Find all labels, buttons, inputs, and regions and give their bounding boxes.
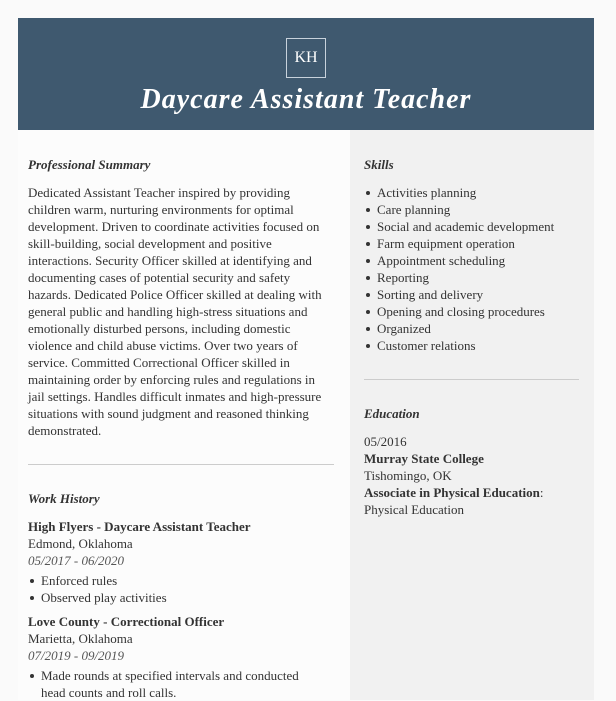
education-school: Murray State College [364,451,484,466]
job-location: Edmond, Oklahoma [28,536,133,551]
job-title: Love County - Correctional Officer [28,614,225,629]
job-dates: 07/2019 - 09/2019 [28,648,125,663]
skill-item: Customer relations [364,337,589,354]
work-heading: Work History [28,491,100,506]
resume-title: Daycare Assistant Teacher [140,84,472,115]
monogram-logo: KH [286,38,326,78]
skill-item: Organized [364,320,589,337]
skill-item: Opening and closing procedures [364,303,589,320]
divider [28,464,334,465]
resume-header [18,18,594,130]
education-field: Physical Education [364,502,465,517]
skill-item: Social and academic development [364,218,589,235]
job-entry [28,518,338,606]
skills-heading: Skills [364,157,394,172]
skill-item: Farm equipment operation [364,235,589,252]
job-bullet: Enforced rules [28,572,338,589]
education-location: Tishomingo, OK [364,468,452,483]
summary-heading: Professional Summary [28,157,151,172]
job-location: Marietta, Oklahoma [28,631,133,646]
job-entry [28,613,338,701]
divider [364,379,579,380]
job-bullet: Observed play activities [28,589,338,606]
skill-item: Appointment scheduling [364,252,589,269]
skill-item: Reporting [364,269,589,286]
education-degree-suffix: : [539,485,544,500]
job-title: High Flyers - Daycare Assistant Teacher [28,519,251,534]
skill-item: Activities planning [364,184,589,201]
job-dates: 05/2017 - 06/2020 [28,553,125,568]
right-column [350,130,594,700]
education-heading: Education [364,406,420,421]
education-date: 05/2016 [364,434,407,449]
summary-text: Dedicated Assistant Teacher inspired by providing children warm, nurturing environments for optimal development. Driven to coordinate activities focused on skill-building, social development and positive interactions. Security Officer skilled at identifying and documenting cases of potential security and safety hazards. Dedicated Police Officer skilled at dealing with general public and handling high-stress situations and emotionally disturbed persons, including domestic violence and child abuse victims. Over two years of service. Committed Correctional Officer skilled in maintaining order by enforcing rules and regulations in jail settings. Handles difficult inmates and high-pressure situations with sound judgment and reasoned thinking demonstrated. [28,185,322,438]
work-list [28,518,338,701]
left-column [18,130,350,700]
skill-item: Care planning [364,201,589,218]
job-bullet: Made rounds at specified intervals and conducted head counts and roll calls. [28,667,318,701]
skill-item: Sorting and delivery [364,286,589,303]
skills-list [364,184,589,354]
education-degree: Associate in Physical Education [364,485,540,500]
education-entry [364,433,589,518]
